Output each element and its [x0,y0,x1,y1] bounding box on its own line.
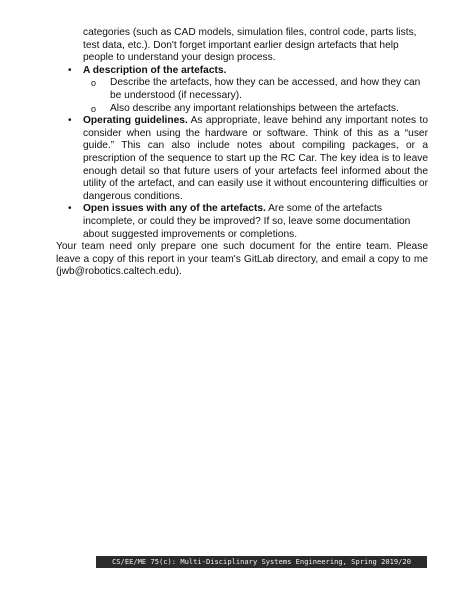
closing-paragraph: Your team need only prepare one such document for the entire team. Please leave a copy of this report in your team's GitLab directory, and email a copy to me (jwb@robotics.caltech.edu). [56,241,428,278]
sub-bullet-marker: o [91,103,97,114]
bullet-marker: • [68,203,72,215]
list-item-heading: A description of the artefacts. [83,64,227,76]
document-page [56,27,428,279]
sub-list-item-text: Also describe any important relationships between the artefacts. [110,102,399,114]
list-item-heading: Open issues with any of the artefacts. [83,203,266,215]
list-item-description [56,65,428,115]
list-item-open-issues [56,203,428,241]
list-item-operating-guidelines [56,115,428,203]
sub-bullet-marker: o [91,78,97,89]
sub-list [83,77,428,115]
page-footer: CS/EE/ME 75(c): Multi-Disciplinary Systems Engineering, Spring 2019/20 [96,556,427,568]
list-item-text: Are some of the artefacts incomplete, or could they be improved? If so, leave some documentation about suggested improvements or completions. [83,203,411,240]
intro-continuation: categories (such as CAD models, simulation files, control code, parts lists, test data, etc.). Don't forget important earlier design artefacts that help people to understand your design process. [83,27,417,64]
list-item-text: As appropriate, leave behind any important notes to consider when using the hardware or software. Think of this as a “user guide.” This can also include notes about compiling packages, or a prescription of the sequence to start up the RC Car. The key idea is to leave enough detail so that future users of your artefacts feel informed about the utility of the artefact, and can easily use it without encountering difficulties or dangerous conditions. [83,115,428,202]
list-item-heading: Operating guidelines. [83,115,188,127]
sub-list-item [83,103,428,116]
bullet-marker: • [68,115,72,127]
bullet-marker: • [68,64,72,76]
sub-list-item [83,77,428,102]
sub-list-item-text: Describe the artefacts, how they can be accessed, and how they can be understood (if necessary). [110,77,421,101]
artefact-requirements-list [56,65,428,241]
